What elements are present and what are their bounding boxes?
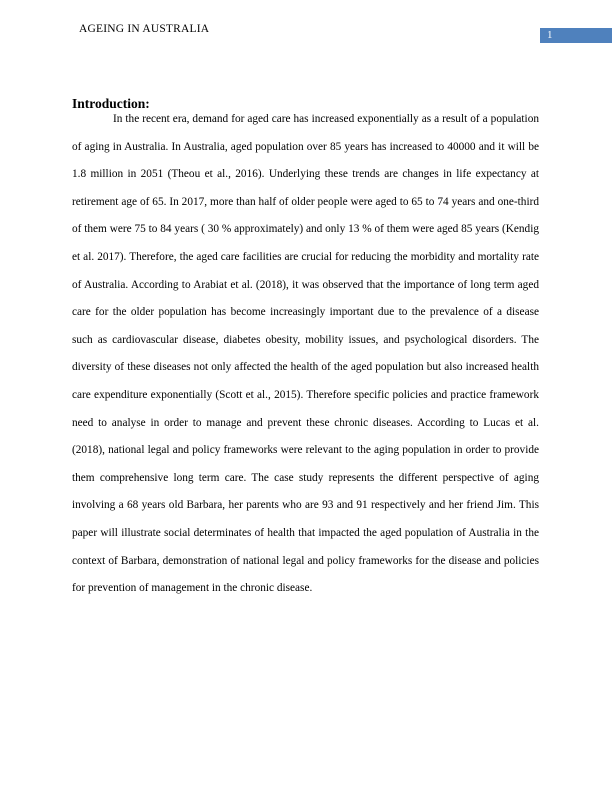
- running-head: AGEING IN AUSTRALIA: [79, 23, 210, 35]
- section-heading: Introduction:: [72, 96, 150, 111]
- body-paragraph: In the recent era, demand for aged care has increased exponentially as a result of a population of aging in Australia. In Australia, aged population over 85 years has increased to 40000 and it will be 1.8 million in 2051 (Theou et al., 2016). Underlying these trends are changes in life expectancy at retirement age of 65. In 2017, more than half of older people were aged to 65 to 74 years and one-third of them were 75 to 84 years ( 30 % approximately) and only 13 % of them were aged 85 years (Kendig et al. 2017). Therefore, the aged care facilities are crucial for reducing the morbidity and mortality rate of Australia. According to Arabiat et al. (2018), it was observed that the importance of long term aged care for the older population has become increasingly important due to the prevalence of a disease such as cardiovascular disease, diabetes obesity, mobility issues, and psychological disorders. The diversity of these diseases not only affected the health of the aged population but also increased health care expenditure exponentially (Scott et al., 2015). Therefore specific policies and practice framework need to analyse in order to manage and prevent these chronic diseases. According to Lucas et al. (2018), national legal and policy frameworks were relevant to the aging population in order to provide them comprehensive long term care. The case study represents the different perspective of aging involving a 68 years old Barbara, her parents who are 93 and 91 respectively and her friend Jim. This paper will illustrate social determinates of health that impacted the aged population of Australia in the context of Barbara, demonstration of national legal and policy frameworks for the disease and policies for prevention of management in the chronic disease.: [72, 113, 539, 595]
- page-number: 1: [540, 28, 612, 43]
